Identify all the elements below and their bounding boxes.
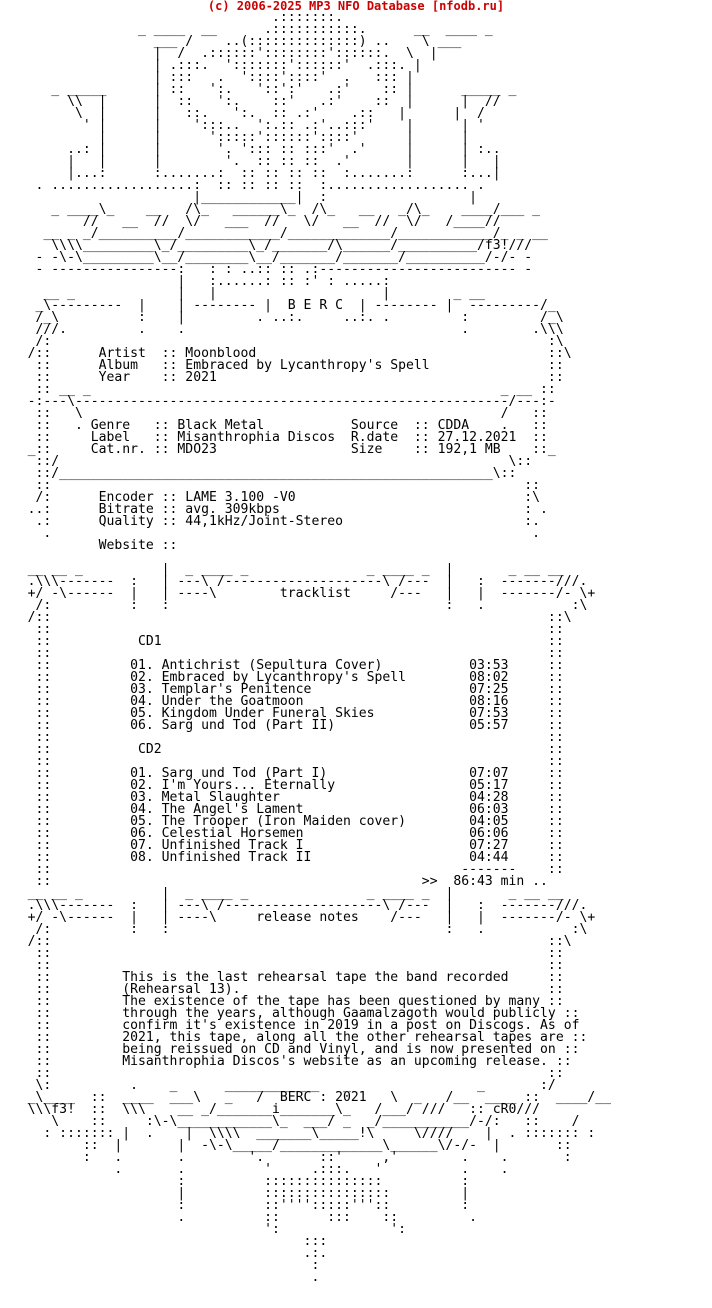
nfo-line: :: ------- ::	[4, 862, 564, 877]
nfo-line: :: ::	[4, 754, 564, 769]
nfo-line: \\ | | :: ':. ::' .:' :: | | //	[4, 94, 501, 109]
nfo-line: :: 05. Kingdom Under Funeral Skies 07:53 ::	[4, 706, 564, 721]
nfo-line: /: :\	[4, 334, 564, 349]
nfo-line: // __ // \/ ___ // \/ __ // \/ /____//	[4, 214, 501, 229]
nfo-line: ' | | ':::.. ':.:: .:'..:::' | | '	[4, 118, 485, 133]
nfo-line: :: Misanthrophia Discos's website as an upcoming release. ::	[4, 1054, 572, 1069]
nfo-line: :: 04. The Angel's Lament 06:03 ::	[4, 802, 564, 817]
nfo-line: :: The existence of the tape has been questioned by many ::	[4, 994, 564, 1009]
nfo-line: | | | '. :: :: :: .' | | |	[4, 154, 501, 169]
nfo-line: :: ::	[4, 478, 541, 493]
nfo-line: :: CD1 ::	[4, 634, 564, 649]
nfo-line: :: 03. Metal Slaughter 04:28 ::	[4, 790, 564, 805]
nfo-line: /: : : : . :\	[4, 922, 588, 937]
nfo-line: : ::::::: | . | \\\\ _______\_____!\ \//// | . ::::::: :	[4, 1126, 596, 1141]
nfo-line: :: 01. Sarg und Tod (Part I) 07:07 ::	[4, 766, 564, 781]
nfo-line: :: 05. The Trooper (Iron Maiden cover) 04:05 ::	[4, 814, 564, 829]
nfo-line: :: This is the last rehearsal tape the band recorded ::	[4, 970, 564, 985]
nfo-line: Website ::	[4, 538, 178, 553]
nfo-line: +/ -\------ | | ----\ tracklist /--- | | -------/- \+	[4, 586, 596, 601]
nfo-line: | ::: . '::::'::::' . ::: |	[4, 70, 414, 85]
nfo-line: _ ____ __ .:::::::::::. __ ____ _	[4, 22, 493, 37]
site-header: (c) 2006-2025 MP3 NFO Database [nfodb.ru]	[207, 0, 505, 13]
nfo-line: \: . _ ____________ _ _ :/	[4, 1078, 556, 1093]
nfo-line: \\\\_________\_/_________\_/_______/\______/__________/f3!///	[4, 238, 533, 253]
nfo-line: .: Quality :: 44,1kHz/Joint-Stereo :.	[4, 514, 541, 529]
nfo-line: :: 02. Embraced by Lycanthropy's Spell 08:02 ::	[4, 670, 564, 685]
nfo-text	[0, 12, 712, 1284]
nfo-line: :: >> 86:43 min ..	[4, 874, 548, 889]
nfo-line: /: Encoder :: LAME 3.100 -V0 :\	[4, 490, 541, 505]
nfo-line: :::	[4, 1234, 328, 1249]
nfo-line: :: confirm it's existence in 2019 in a post on Discogs. As of	[4, 1018, 580, 1033]
nfo-line: :: ::	[4, 946, 564, 961]
nfo-line: :: __ _ _ __ ::	[4, 382, 556, 397]
nfo-line: _\--------- | | -------- | B E R C | -------- | ---------/_	[4, 298, 556, 313]
nfo-line: :: Album :: Embraced by Lycanthropy's Spell ::	[4, 358, 564, 373]
nfo-line: : . . '. ::' ,' . . :	[4, 1150, 572, 1165]
nfo-line: | .:::. ':::::::'::::::' .:::. |	[4, 58, 422, 73]
nfo-line: /:: ::\	[4, 934, 572, 949]
nfo-line: .:.	[4, 1246, 328, 1261]
nfo-line: :: 2021, this tape, along all the other rehearsal tapes are ::	[4, 1030, 588, 1045]
nfo-line: : ::::::::::::::: :	[4, 1174, 470, 1189]
nfo-line: .\\\------- : | ---\ /--------------------\ /--- | : -------///.	[4, 574, 588, 589]
nfo-line: :: 07. Unfinished Track I 07:27 ::	[4, 838, 564, 853]
nfo-line: ..: Bitrate :: avg. 309kbps : .	[4, 502, 548, 517]
nfo-line: : ::'''':::::''':: :	[4, 1198, 470, 1213]
nfo-line: :: ::	[4, 1066, 564, 1081]
nfo-line: /:: ::\	[4, 610, 572, 625]
nfo-line: |____________| : |	[4, 190, 477, 205]
nfo-line: /: : : : . :\	[4, 598, 588, 613]
nfo-line: ///. . . . .\\\	[4, 322, 564, 337]
nfo-line: :: 02. I'm Yours... Eternally 05:17 ::	[4, 778, 564, 793]
nfo-line: :: Year :: 2021 ::	[4, 370, 564, 385]
nfo-line: :: ::	[4, 958, 564, 973]
nfo-line: ::/_______________________________________________________\::	[4, 466, 517, 481]
nfo-line: _:: Cat.nr. :: MDO23 Size :: 192,1 MB ::_	[4, 442, 556, 457]
nfo-line: ..: | | '. '::: :: :::' .' | | :..	[4, 142, 501, 157]
nfo-line: ___ / ..(::::::::::::::) .. \ ___	[4, 34, 462, 49]
nfo-line: | / .::::::'::::::::'::::::. \ |	[4, 46, 438, 61]
nfo-line: | :::::::::::::::: |	[4, 1186, 470, 1201]
nfo-line: :: ::	[4, 730, 564, 745]
nfo-line: :: ::	[4, 622, 564, 637]
nfo-line: |...: :.......: :: :: :: :: :.......: :...|	[4, 166, 501, 181]
nfo-line: :: (Rehearsal 13). ::	[4, 982, 564, 997]
nfo-line: :: CD2 ::	[4, 742, 564, 757]
nfo-line: _ _____ | :: ':. '::':' .:' :: | _____ _	[4, 82, 517, 97]
nfo-line: :: 06. Sarg und Tod (Part II) 05:57 ::	[4, 718, 564, 733]
nfo-line: - -\-\_________\__/________\__/_______/_______/__________/-/- -	[4, 250, 533, 265]
nfo-line: __ _ _/__________/____________/_____________/____________/_ _ __	[4, 226, 548, 241]
nfo-line: \ :: :\-\____________\_ ___/ _ _/___________/-/: :: /	[4, 1114, 580, 1129]
nfo-line: . . ' .:::. ' . .	[4, 1162, 509, 1177]
nfo-line: :: ::	[4, 646, 564, 661]
nfo-line: \\\f3! :: \\\ __ _/_______i_______\_ /___/ /// :: cR0///	[4, 1102, 541, 1117]
nfo-line: :: through the years, although Gaamalzagoth would publicly ::	[4, 1006, 580, 1021]
nfo-line: :: 08. Unfinished Track II 04:44 ::	[4, 850, 564, 865]
nfo-line: __ __ _ | _ ____ _ _ ____ _ | _ __ __	[4, 562, 564, 577]
nfo-line: :: 06. Celestial Horsemen 06:06 ::	[4, 826, 564, 841]
nfo-line: | | ':::::'::::::'::::' | |	[4, 130, 470, 145]
nfo-line: .\\\------- : | ---\ /--------------------\ /--- | : -------///.	[4, 898, 588, 913]
nfo-line: :: | | -\-\_____/_____________\______\/-/- | ::	[4, 1138, 572, 1153]
nfo-line: __ _ | | | _ __	[4, 286, 485, 301]
nfo-line: . .	[4, 526, 541, 541]
nfo-line: .	[4, 1270, 320, 1285]
nfo-line: | :......: :: :' : .....:	[4, 274, 391, 289]
nfo-line: ': ':	[4, 1222, 407, 1237]
nfo-line: - ----------------: : : ..:: :: .:------------------------- -	[4, 262, 533, 277]
nfo-line: . ..................: :: :: :: :: :.................. .	[4, 178, 485, 193]
nfo-line: /:: Artist :: Moonblood ::\	[4, 346, 572, 361]
nfo-line: +/ -\------ | | ----\ release notes /--- | | -------/- \+	[4, 910, 596, 925]
nfo-line: :	[4, 1258, 320, 1273]
nfo-line: _ ____\_ __ /\_ ______\_ /\_ __ _/\_ ____/___ _	[4, 202, 541, 217]
nfo-line: :: . Genre :: Black Metal Source :: CDDA . ::	[4, 418, 548, 433]
nfo-line: :: 01. Antichrist (Sepultura Cover) 03:53 ::	[4, 658, 564, 673]
nfo-line: :: \ / ::	[4, 406, 548, 421]
nfo-line: .:::::::.	[4, 10, 343, 25]
nfo-line: :: being reissued on CD and Vinyl, and is now presented on ::	[4, 1042, 580, 1057]
nfo-line: :: 03. Templar's Penitence 07:25 ::	[4, 682, 564, 697]
nfo-line: ::/ \::	[4, 454, 533, 469]
nfo-line: __ __ _ | _ ____ _ _ ____ _ | _ __ __	[4, 886, 564, 901]
nfo-line: -:---\-------------------------------------------------------/---:-	[4, 394, 556, 409]
nfo-line: :: 04. Under the Goatmoon 08:16 ::	[4, 694, 564, 709]
nfo-line: . :: ::: :: .	[4, 1210, 477, 1225]
nfo-line: /_\ : | . ..:. ..:. . : /_\	[4, 310, 564, 325]
nfo-line: :: Label :: Misanthrophia Discos R.date :: 27.12.2021 ::	[4, 430, 548, 445]
nfo-line: _\____ :: ____ ___\ _ / BERC : 2021 \ _ /__ ____ :: ____/__	[4, 1090, 611, 1105]
nfo-line: \ | | ::. ':. :: .:' .:: | | /	[4, 106, 485, 121]
